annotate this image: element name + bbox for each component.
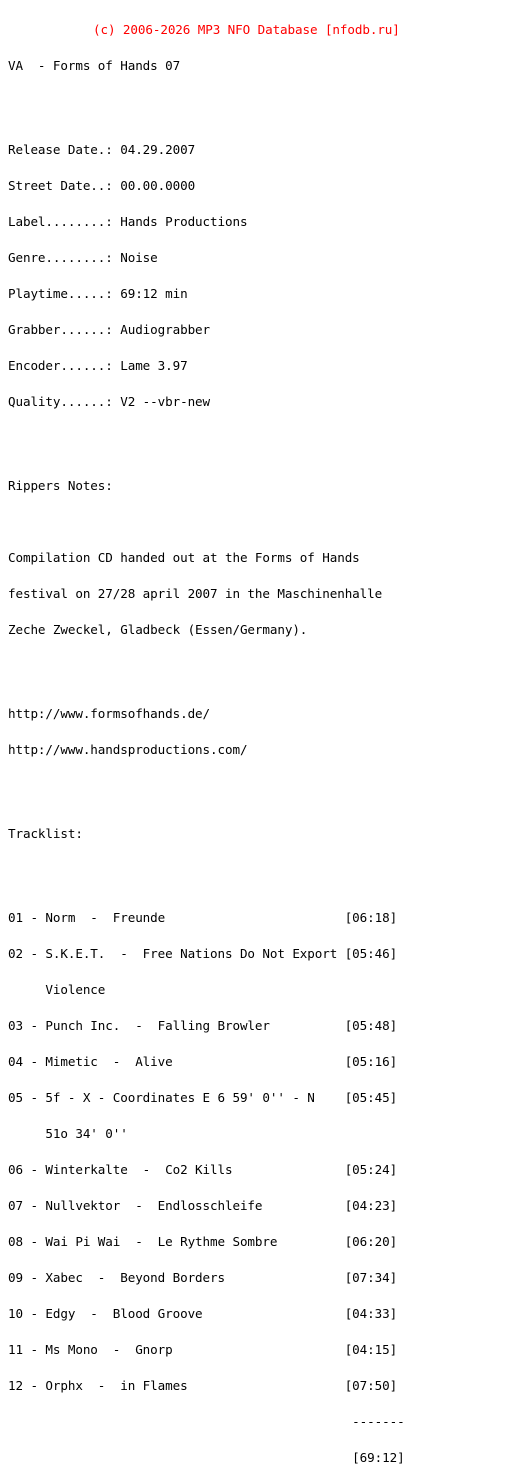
track-row: 03 - Punch Inc. - Falling Browler [05:48] — [8, 1018, 398, 1033]
notes-line: festival on 27/28 april 2007 in the Maschinenhalle — [8, 586, 383, 601]
track-row-continuation: 51o 34' 0'' — [8, 1126, 128, 1141]
total-playtime: [69:12] — [8, 1450, 405, 1465]
info-grabber: Grabber......: Audiograbber — [8, 322, 211, 337]
blank-line — [8, 660, 508, 672]
track-row: 06 - Winterkalte - Co2 Kills [05:24] — [8, 1162, 398, 1177]
track-row: 09 - Xabec - Beyond Borders [07:34] — [8, 1270, 398, 1285]
notes-heading: Rippers Notes: — [8, 478, 113, 493]
track-row: 01 - Norm - Freunde [06:18] — [8, 910, 398, 925]
track-row: 04 - Mimetic - Alive [05:16] — [8, 1054, 398, 1069]
link-formsofhands[interactable] — [8, 708, 508, 720]
link-handsproductions-text[interactable]: http://www.handsproductions.com/ — [8, 742, 248, 757]
notes-line: Zeche Zweckel, Gladbeck (Essen/Germany). — [8, 622, 308, 637]
link-handsproductions[interactable] — [8, 744, 508, 756]
info-playtime: Playtime.....: 69:12 min — [8, 286, 188, 301]
info-encoder: Encoder......: Lame 3.97 — [8, 358, 188, 373]
info-release-date: Release Date.: 04.29.2007 — [8, 142, 196, 157]
info-label: Label........: Hands Productions — [8, 214, 248, 229]
track-row: 11 - Ms Mono - Gnorp [04:15] — [8, 1342, 398, 1357]
info-street-date: Street Date..: 00.00.0000 — [8, 178, 196, 193]
info-quality: Quality......: V2 --vbr-new — [8, 394, 211, 409]
release-title: VA - Forms of Hands 07 — [8, 58, 181, 73]
track-row: 08 - Wai Pi Wai - Le Rythme Sombre [06:20] — [8, 1234, 398, 1249]
blank-line — [8, 864, 508, 876]
notes-line: Compilation CD handed out at the Forms of Hands — [8, 550, 360, 565]
track-row: 02 - S.K.E.T. - Free Nations Do Not Export [05:46] — [8, 946, 398, 961]
track-row: 10 - Edgy - Blood Groove [04:33] — [8, 1306, 398, 1321]
track-row: 12 - Orphx - in Flames [07:50] — [8, 1378, 398, 1393]
blank-line — [8, 432, 508, 444]
track-row-continuation: Violence — [8, 982, 106, 997]
blank-line — [8, 96, 508, 108]
tracklist-heading: Tracklist: — [8, 826, 83, 841]
total-separator: ------- — [8, 1414, 405, 1429]
track-row: 07 - Nullvektor - Endlosschleife [04:23] — [8, 1198, 398, 1213]
blank-line — [8, 780, 508, 792]
blank-line — [8, 516, 508, 528]
info-genre: Genre........: Noise — [8, 250, 158, 265]
site-header: (c) 2006-2026 MP3 NFO Database [nfodb.ru] — [93, 22, 400, 37]
link-formsofhands-text[interactable]: http://www.formsofhands.de/ — [8, 706, 211, 721]
nfo-document — [8, 0, 508, 1476]
track-row: 05 - 5f - X - Coordinates E 6 59' 0'' - N [05:45] — [8, 1090, 398, 1105]
